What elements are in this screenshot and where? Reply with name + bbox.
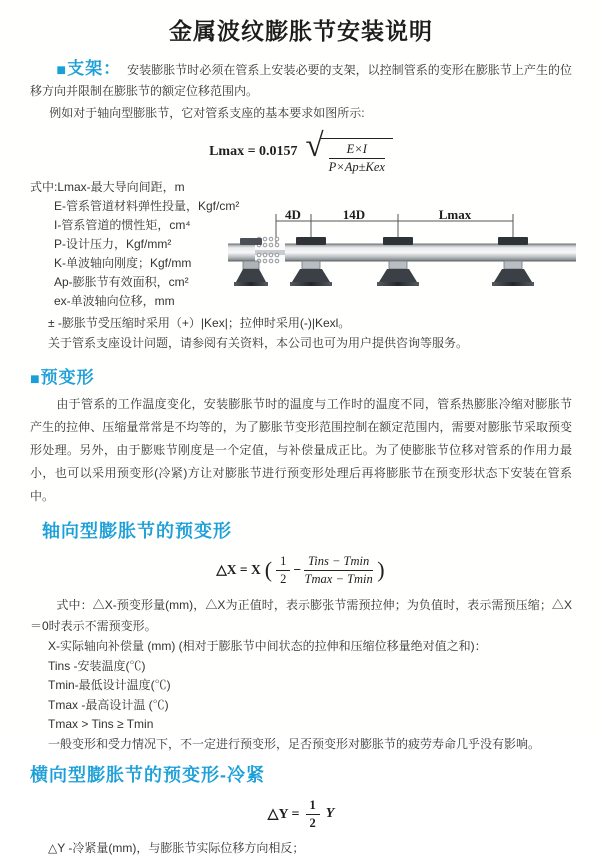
lateral-subheading: 横向型膨胀节的预变形-冷紧 [30, 765, 265, 785]
support-note: 关于管系支座设计问题，请参阅有关资料，本公司也可为用户提供咨询等服务。 [48, 335, 469, 350]
definition-line: Ap-膨胀节有效面积，cm² [54, 275, 189, 289]
fraction-half [306, 798, 320, 830]
support-intro-paragraph [30, 58, 572, 102]
fraction-numerator: 1 [276, 554, 290, 570]
definition-line: Tmax -最高设计温 (℃) [48, 697, 169, 712]
predeform-section-heading: 预变形 [40, 368, 95, 387]
radical-expression [306, 130, 393, 174]
fraction [329, 142, 385, 174]
page-title: 金属波纹膨胀节安装说明 [169, 18, 433, 44]
fraction-half [276, 554, 290, 586]
definition-line: 一般变形和受力情况下，不一定进行预变形，足否预变形对膨胀节的疲劳寿命几乎没有影响。 [48, 736, 541, 751]
fraction-denominator: P×Ap±Kex [328, 159, 385, 174]
fraction-numerator: 1 [306, 798, 320, 814]
predeform-body: 由于管系的工作温度变化，安装膨胀节时的温度与工作时的温度不同，管系热膨胀冷缩对膨胀节产生的拉伸、压缩量常常是不均等的，为了膨胀节变形范围控制在额定范围内，需要对膨胀节采取预变形处理。另外，由于膨账节刚度是一个定值，与补偿量成正比。为了使膨胀节位移对管系的作用力最小，也可以采用预变形(冷紧)方让对膨胀节进行预变形处理后再将膨胀节在预变形状态下安装在管系中。 [30, 397, 572, 503]
lateral-formula [30, 797, 572, 831]
predeform-section-heading-line [30, 363, 572, 389]
section-square-icon: ■ [56, 62, 67, 79]
formula-lhs: Lmax = 0.0157 [209, 144, 298, 159]
fraction-denominator: Tmax − Tmin [304, 571, 373, 586]
definition-line: Tins -安装温度(℃) [48, 658, 146, 673]
axial-definition-list [30, 637, 572, 754]
axial-subheading: 轴向型膨胀节的预变形 [42, 521, 232, 541]
fraction-numerator: Tins − Tmin [304, 554, 373, 570]
definition-line: E-管系管道材料弹性投量，Kgf/cm² [54, 199, 240, 213]
dim-label-lmax: Lmax [438, 207, 472, 222]
definition-line: K-单波轴向刚度；Kgf/mm [54, 256, 192, 270]
pipe-support-diagram [228, 208, 576, 294]
axial-formula [30, 551, 572, 589]
plusminus-note: ± -膨胀节受压缩时采用（+）|Kex|；拉伸时采用(-)|Kexl。 [48, 316, 351, 330]
dim-label-14d: 14D [342, 207, 366, 222]
definition-line: P-设计压力，Kgf/mm² [54, 237, 172, 251]
support-section-heading: 支架： [67, 59, 122, 78]
axial-explain: 式中：△X-预变形量(mm)，△X为正值时，表示膨张节需预拉伸；为负值时，表示需预压缩；△X＝0时表示不需预变形。 [30, 598, 572, 633]
fraction-denominator: 2 [280, 571, 287, 586]
definition-line: I-管系管道的惯性矩，cm⁴ [54, 218, 191, 232]
fraction-numerator: E×I [329, 142, 385, 158]
radical-body [321, 138, 393, 174]
radical-sign-icon: √ [305, 128, 324, 165]
fraction-temperature [304, 554, 373, 586]
dim-label-4d: 4D [285, 207, 301, 222]
definition-line: X-实际轴向补偿量 (mm) (相对于膨胀节中间状态的拉伸和压缩位移量绝对值之和)： [48, 639, 487, 653]
definition-line: 式中:Lmax-最大导向间距，m [30, 180, 185, 194]
fraction-denominator: 2 [309, 815, 316, 830]
formula-lhs: △Y = [267, 806, 300, 822]
support-intro-text: 安装膨胀节时必须在管系上安装必要的支架，以控制管系的变形在膨胀节上产生的位移方向并限制在膨胀节的额定位移范围内。 [30, 63, 572, 98]
dimension-labels [285, 207, 472, 222]
close-paren: ) [377, 557, 385, 582]
support-example-line: 例如对于轴向型膨胀节，它对管系支座的基本要求如图所示: [49, 106, 365, 120]
definitions-and-diagram [30, 178, 572, 312]
lateral-explain: △Y -冷紧量(mm)，与膨胀节实际位移方向相反； [48, 841, 305, 855]
minus-sign: − [293, 562, 302, 577]
formula-rhs: Y [325, 806, 335, 821]
section-square-icon: ■ [30, 371, 40, 388]
definition-line: ex-单波轴向位移，mm [54, 294, 175, 308]
open-paren: ( [264, 557, 273, 582]
definition-line: Tmax > Tins ≥ Tmin [48, 717, 154, 731]
formula-lhs: △X = X [216, 562, 261, 577]
lmax-formula [30, 130, 572, 174]
definition-line: Tmin-最低设计温度(℃) [48, 678, 171, 692]
